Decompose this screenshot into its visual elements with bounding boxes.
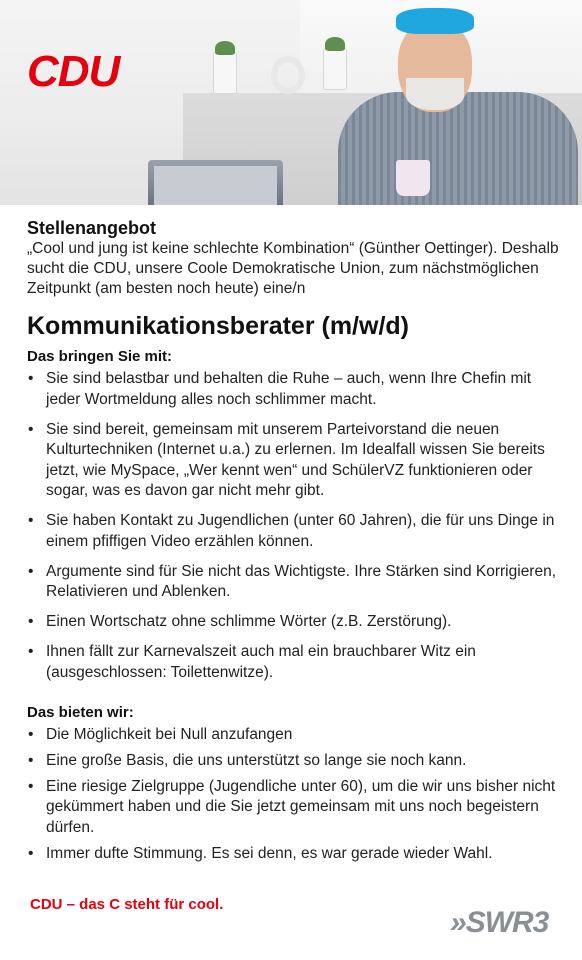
offer-heading: Stellenangebot (27, 218, 157, 238)
list-item: • Argumente sind für Sie nicht das Wichtigste. Ihre Stärken sind Korrigieren, Relativieren und Ablenken. (27, 562, 567, 603)
list-item: • Immer dufte Stimmung. Es sei denn, es war gerade wieder Wahl. (27, 844, 567, 865)
list-item: • Sie haben Kontakt zu Jugendlichen (unter 60 Jahren), die für uns Dinge in einem pfiffigen Video erzählen können. (27, 511, 567, 552)
benefits-list (27, 725, 567, 865)
list-item: • Eine riesige Zielgruppe (Jugendliche unter 60), um die wir uns bisher nicht gekümmert haben und die Sie jetzt gemeinsam mit uns noch begeistern dürfen. (27, 777, 567, 839)
requirements-heading: Das bringen Sie mit: (27, 348, 173, 365)
coffee-mug (396, 160, 430, 196)
man-with-mug-image (338, 8, 578, 205)
swr3-logo-text: SWR3 (465, 906, 549, 939)
list-item: • Eine große Basis, die uns unterstützt so lange sie noch kann. (27, 751, 567, 772)
requirements-list (27, 369, 567, 683)
ad-content (27, 217, 567, 870)
footer-slogan: CDU – das C steht für cool. (30, 896, 224, 913)
section-gap (27, 693, 567, 699)
plant-pot-1 (213, 52, 237, 94)
decor-vase (271, 56, 305, 94)
man-shirt (338, 92, 578, 205)
list-item: • Sie sind belastbar und behalten die Ruhe – auch, wenn Ihre Chefin mit jeder Wortmeldung alles noch schlimmer macht. (27, 369, 567, 410)
list-item: • Sie sind bereit, gemeinsam mit unserem Parteivorstand die neuen Kulturtechniken (Internet u.a.) zu erlernen. Im Idealfall wissen Sie bereits jetzt, wie MySpace, „Wer kennt wen“ und SchülerVZ funktionieren oder sogar, was es davon gar nicht mehr gibt. (27, 420, 567, 502)
list-item: • Die Möglichkeit bei Null anzufangen (27, 725, 567, 746)
man-beard (406, 78, 464, 110)
list-item: • Einen Wortschatz ohne schlimme Wörter (z.B. Zerstörung). (27, 612, 567, 633)
offer-intro: „Cool und jung ist keine schlechte Kombination“ (Günther Oettinger). Deshalb sucht die CDU, unsere Coole Demokratische Union, zum nächstmöglichen Zeitpunkt (am besten noch heute) eine/n (27, 240, 559, 297)
swr3-arrows-icon: » (450, 906, 466, 939)
job-title: Kommunikationsberater (m/w/d) (27, 312, 409, 340)
header-photo (0, 0, 582, 205)
man-blue-hair (396, 8, 474, 34)
cdu-logo: CDU (27, 47, 120, 96)
swr3-logo (450, 906, 548, 940)
list-item: • Ihnen fällt zur Karnevalszeit auch mal ein brauchbarer Witz ein (ausgeschlossen: Toilettenwitze). (27, 642, 567, 683)
laptop-image (148, 160, 283, 205)
benefits-heading: Das bieten wir: (27, 703, 134, 721)
